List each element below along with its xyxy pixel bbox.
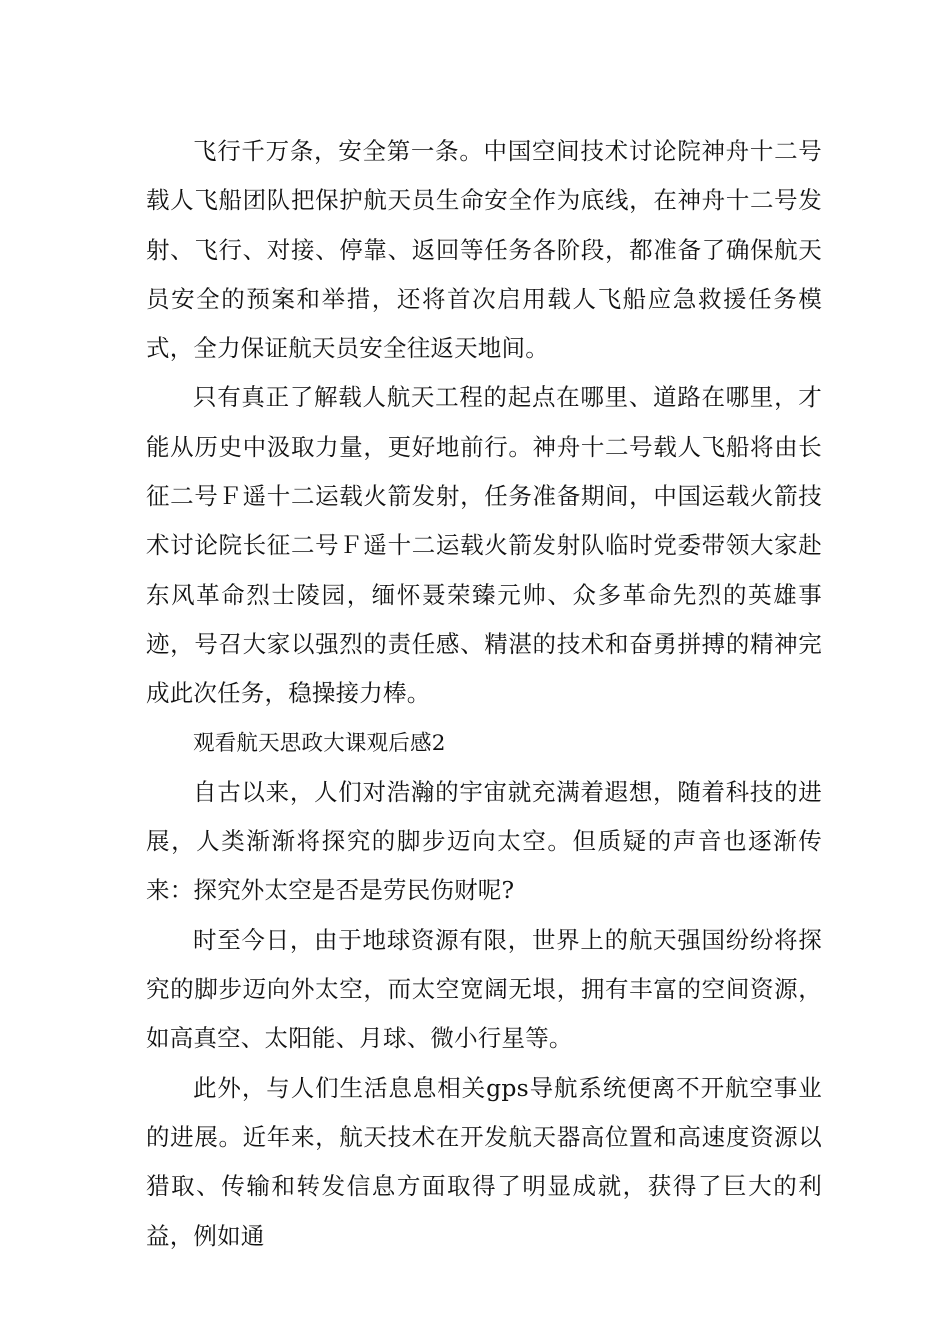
paragraph-gps-navigation: 此外，与人们生活息息相关gps导航系统便离不开航空事业的进展。近年来，航天技术在开发航天器高位置和高速度资源以猎取、传输和转发信息方面取得了明显成就，获得了巨大的利益，例如通: [146, 1073, 822, 1250]
paragraph-history-strength: 只有真正了解载人航天工程的起点在哪里、道路在哪里，才能从历史中汲取力量，更好地前行。神舟十二号载人飞船将由长征二号Ｆ遥十二运载火箭发射，任务准备期间，中国运载火箭技术讨论院长征二号Ｆ遥十二运载火箭发射队临时党委带领大家赴东风革命烈士陵园，缅怀聂荣臻元帅、众多革命先烈的英雄事迹，号召大家以强烈的责任感、精湛的技术和奋勇拼搏的精神完成此次任务，稳操接力棒。: [146, 383, 822, 708]
document-body: [146, 127, 822, 1261]
paragraph-universe-reverie: 自古以来，人们对浩瀚的宇宙就充满着遐想，随着科技的进展，人类渐渐将探究的脚步迈向太空。但质疑的声音也逐渐传来：探究外太空是否是劳民伤财呢?: [146, 777, 822, 905]
paragraph-flight-safety: 飞行千万条，安全第一条。中国空间技术讨论院神舟十二号载人飞船团队把保护航天员生命安全作为底线，在神舟十二号发射、飞行、对接、停靠、返回等任务各阶段，都准备了确保航天员安全的预案和举措，还将首次启用载人飞船应急救援任务模式，全力保证航天员安全往返天地间。: [146, 137, 822, 363]
section-heading: 观看航天思政大课观后感2: [193, 730, 446, 756]
paragraph-space-resources: 时至今日，由于地球资源有限，世界上的航天强国纷纷将探究的脚步迈向外太空，而太空宽阔无垠，拥有丰富的空间资源，如高真空、太阳能、月球、微小行星等。: [146, 925, 822, 1053]
